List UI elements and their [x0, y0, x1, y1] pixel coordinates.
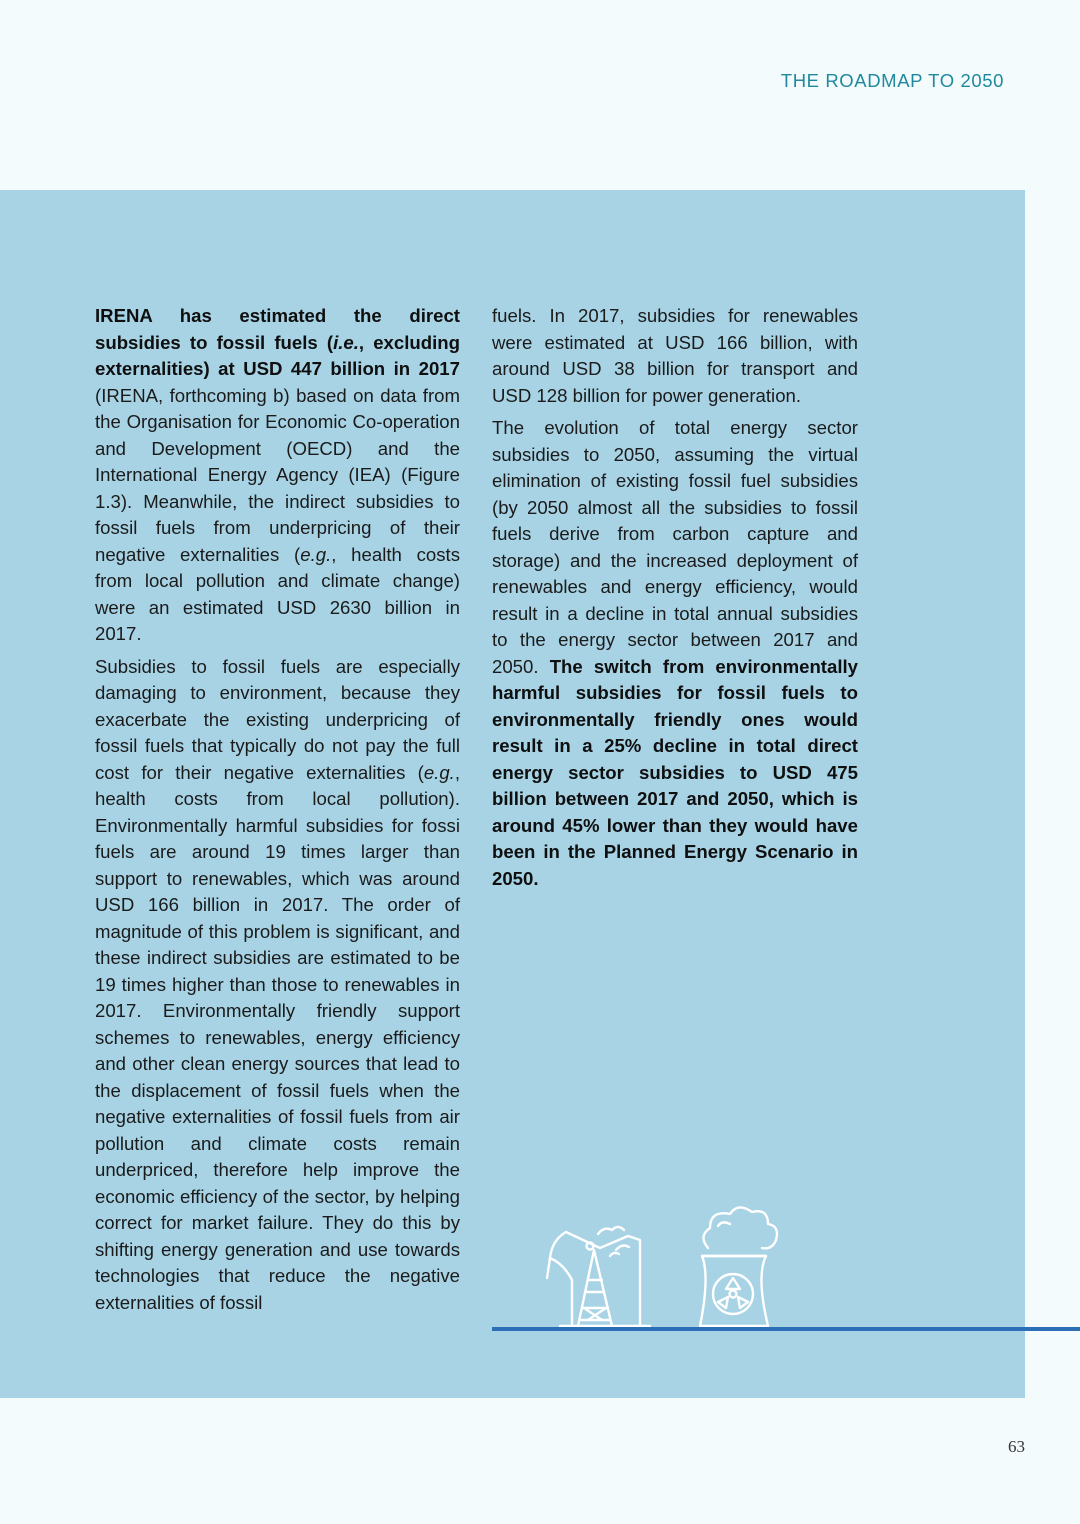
- right-paragraph-2: The evolution of total energy sector subsidies to 2050, assuming the virtual elimination of existing fossil fuel subsidies (by 2050 almost all the subsidies to fossil fuels derive from carbon capture and storage) and the increased deployment of renewables and energy efficiency, would result in a decline in total annual subsidies to the energy sector between 2017 and 2050. The switch from environmentally harmful subsidies for fossil fuels to environmentally friendly ones would result in a 25% decline in total direct energy sector subsidies to USD 475 billion between 2017 and 2050, which is around 45% lower than they would have been in the Planned Energy Scenario in 2050.: [492, 417, 859, 889]
- page-number: 63: [1008, 1437, 1025, 1456]
- divider-rule: [492, 1327, 1080, 1331]
- right-column: [492, 303, 858, 898]
- nuclear-cooling-tower-icon: [700, 1207, 777, 1326]
- running-title: THE ROADMAP TO 2050: [780, 70, 1004, 91]
- right-paragraph-1: fuels. In 2017, subsidies for renewables were estimated at USD 166 billion, with around USD 38 billion for transport and USD 128 billion for power generation.: [492, 305, 858, 406]
- bold-intro: IRENA has estimated the direct subsidies to fossil fuels (i.e., excluding externalities) at USD 447 billion in 2017: [95, 305, 461, 379]
- bold-conclusion: The switch from environmentally harmful subsidies for fossil fuels to environmentally friendly ones would result in a 25% decline in total direct energy sector subsidies to USD 475 billion between 2017 and 2050, which is around 45% lower than they would have been in the Planned Energy Scenario in 2050.: [492, 655, 859, 889]
- left-column: [95, 303, 460, 1322]
- left-paragraph-1: IRENA has estimated the direct subsidies to fossil fuels (i.e., excluding externalities) at USD 447 billion in 2017 (IRENA, forthcoming b) based on data from the Organisation for Economic Co-operation and Development (OECD) and the International Energy Agency (IEA) (Figure 1.3). Meanwhile, the indirect subsidies to fossil fuels from underpricing of their negative externalities (e.g., health costs from local pollution and climate change) were an estimated USD 2630 billion in 2017.: [95, 305, 461, 644]
- oil-pump-jack-icon: [547, 1227, 650, 1326]
- left-paragraph-2: Subsidies to fossil fuels are especially damaging to environment, because they exacerbate the existing underpricing of fossil fuels that typically do not pay the full cost for their negative externalities (e.g., health costs from local pollution). Environmentally harmful subsidies for fossi fuels are around 19 times larger than support to renewables, which was around USD 166 billion in 2017. The order of magnitude of this problem is significant, and these indirect subsidies are estimated to be 19 times higher than those to renewables in 2017. Environmentally friendly support schemes to renewables, energy efficiency and other clean energy sources that lead to the displacement of fossil fuels when the negative externalities of fossil fuels from air pollution and climate costs remain underpriced, therefore help improve the economic efficiency of the sector, by helping correct for market failure. They do this by shifting energy generation and use towards technologies that reduce the negative externalities of fossil: [95, 655, 460, 1313]
- energy-illustration: [540, 1196, 800, 1330]
